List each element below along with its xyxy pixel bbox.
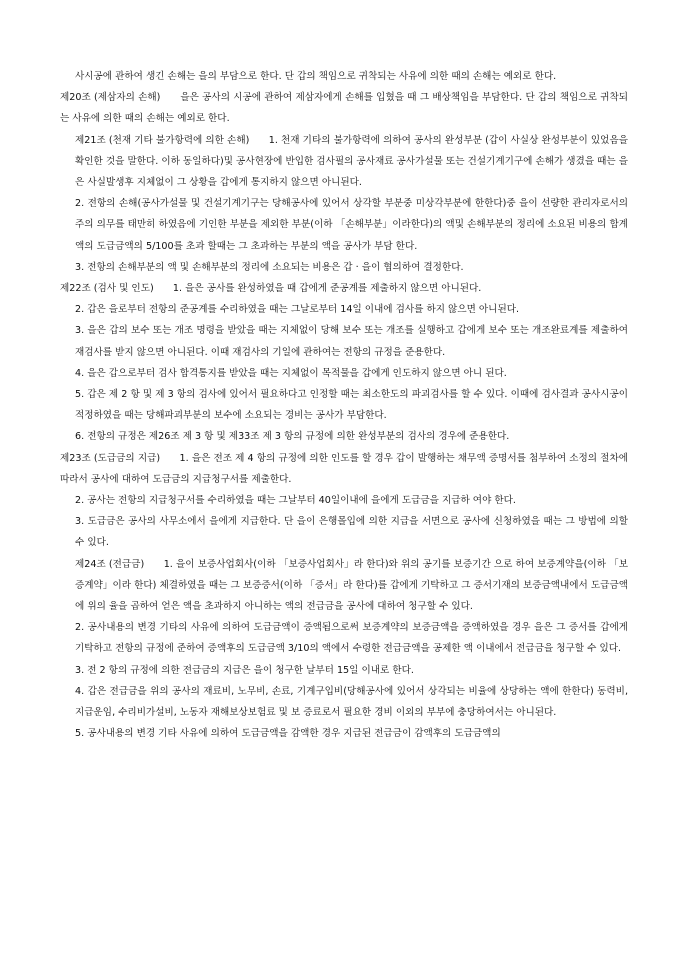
article-24-clause-4: 4. 갑은 전급금을 위의 공사의 재료비, 노무비, 손료, 기계구입비(당해공사에 있어서 상각되는 비율에 상당하는 액에 한한다) 동력비, 지급운임, 수리비가설비, 노동자 재해보상보험료 및 보 증료로서 필요한 경비 이외의 부부에 충당하여서는 아니된다.	[75, 685, 628, 719]
article-24-clause-2: 2. 공사내용의 변경 기타의 사유에 의하여 도급금액이 증액됨으로써 보증계약의 보증금액을 증액하였을 경우 을은 그 증서를 갑에게 기탁하고 전항의 규정에 준하여 증액후의 도급금액 3/10의 액에서 수령한 전급금액을 공제한 액 이내에서 전급금을 청구할 수 있다.	[75, 622, 628, 655]
article-23-clause-1: 제23조 (도급금의 지급) 1. 을은 전조 제 4 항의 규정에 의한 인도를 할 경우 갑이 발행하는 채무액 증명서를 첨부하여 소정의 절차에 따라서 공사에 대하여 도급금의 지급청구서를 제출한다.	[60, 452, 628, 485]
article-22-clause-2: 2. 갑은 을로부터 전항의 준공계를 수리하였을 때는 그날로부터 14일 이내에 검사를 하지 않으면 아니된다.	[75, 304, 520, 316]
article-22-clause-5: 5. 갑은 제 2 항 및 제 3 항의 검사에 있어서 필요하다고 인정할 때는 최소한도의 파괴검사를 할 수 있다. 이때에 검사결과 공사시공이 적정하였을 때는 당해파괴부분의 보수에 소요되는 경비는 공사가 부담한다.	[75, 389, 628, 422]
article-21-clause-1: 제21조 (천재 기타 불가항력에 의한 손해) 1. 천재 기타의 불가항력에 의하여 공사의 완성부분 (갑이 사실상 완성부분이 있었음을 확인한 것을 말한다. 이하 동일하다)및 공사현장에 반입한 검사필의 공사재료 공사가설물 또는 건설기계기구에 손해가 생겼을 때는 을은 사실발생후 지체없이 그 상황을 갑에게 통지하지 않으면 아니된다.	[75, 134, 628, 189]
article-23-clause-3: 3. 도급금은 공사의 사무소에서 을에게 지급한다. 단 을이 은행몰입에 의한 지급을 서면으로 공사에 신청하였을 때는 그 방법에 의할 수 있다.	[75, 516, 628, 549]
article-22-clause-3: 3. 을은 갑의 보수 또는 개조 명령을 받았을 때는 지체없이 당해 보수 또는 개조를 실행하고 갑에게 보수 또는 개조완료계를 제출하여 재검사를 받지 않으면 아니된다. 이때 재검사의 기일에 관하여는 전항의 규정을 준용한다.	[75, 325, 628, 358]
article-24-clause-1: 제24조 (전급금) 1. 을이 보증사업회사(이하 「보증사업회사」라 한다)와 위의 공기를 보증기간 으로 하여 보증계약을(이하 「보증계약」이라 한다) 체결하였을 때는 그 보증증서(이하 「증서」라 한다)를 갑에게 기탁하고 그 증서기재의 보증금액내에서 도급금액에 위의 율을 곱하여 얻은 액을 초과하지 아니하는 액의 전급금을 공사에 대하여 청구할 수 있다.	[75, 558, 628, 613]
document-page	[60, 66, 628, 745]
article-23-clause-2: 2. 공사는 전항의 지급청구서를 수리하였을 때는 그날부터 40일이내에 을에게 도급금을 지급하 여야 한다.	[75, 495, 516, 507]
article-24-clause-5: 5. 공사내용의 변경 기타 사유에 의하여 도급금액을 감액한 경우 지급된 전급금이 감액후의 도급금액의	[75, 728, 501, 740]
article-22-clause-4: 4. 을은 갑으로부터 검사 합격통지를 받았을 때는 지체없이 목적물을 갑에게 인도하지 않으면 아니 된다.	[75, 367, 507, 379]
article-21-clause-3: 3. 전항의 손해부분의 액 및 손해부분의 정리에 소요되는 비용은 갑 · 을이 협의하여 결정한다.	[75, 261, 464, 273]
article-24-clause-3: 3. 전 2 항의 규정에 의한 전급금의 지급은 을이 청구한 날부터 15일 이내로 한다.	[75, 664, 414, 676]
article-20: 제20조 (제삼자의 손해) 을은 공사의 시공에 관하여 제삼자에게 손해를 입혔을 때 그 배상책임을 부담한다. 단 갑의 책임으로 귀착되는 사유에 의한 때의 손해는 예외로 한다.	[60, 92, 628, 125]
article-22-clause-1: 제22조 (검사 및 인도) 1. 을은 공사를 완성하였을 때 갑에게 준공계를 제출하지 않으면 아니된다.	[60, 283, 482, 295]
article-19-continuation: 사시공에 관하여 생긴 손해는 을의 부담으로 한다. 단 갑의 책임으로 귀착되는 사유에 의한 때의 손해는 예외로 한다.	[75, 71, 557, 82]
article-22-clause-6: 6. 전항의 규정은 제26조 제 3 항 및 제33조 제 3 항의 규정에 의한 완성부분의 검사의 경우에 준용한다.	[75, 431, 510, 443]
article-21-clause-2: 2. 전항의 손해(공사가설물 및 건설기계기구는 당해공사에 있어서 상각할 부분중 미상각부분에 한한다)중 을이 선량한 관리자로서의 주의 의무를 태만히 하였음에 기인한 부분을 제외한 부분(이하 「손해부분」이라한다)의 액및 손해부분의 정리에 소요된 비용의 합계액의 도급금액의 5/100를 초과 할때는 그 초과하는 부분의 액을 공사가 부담 한다.	[75, 198, 628, 252]
